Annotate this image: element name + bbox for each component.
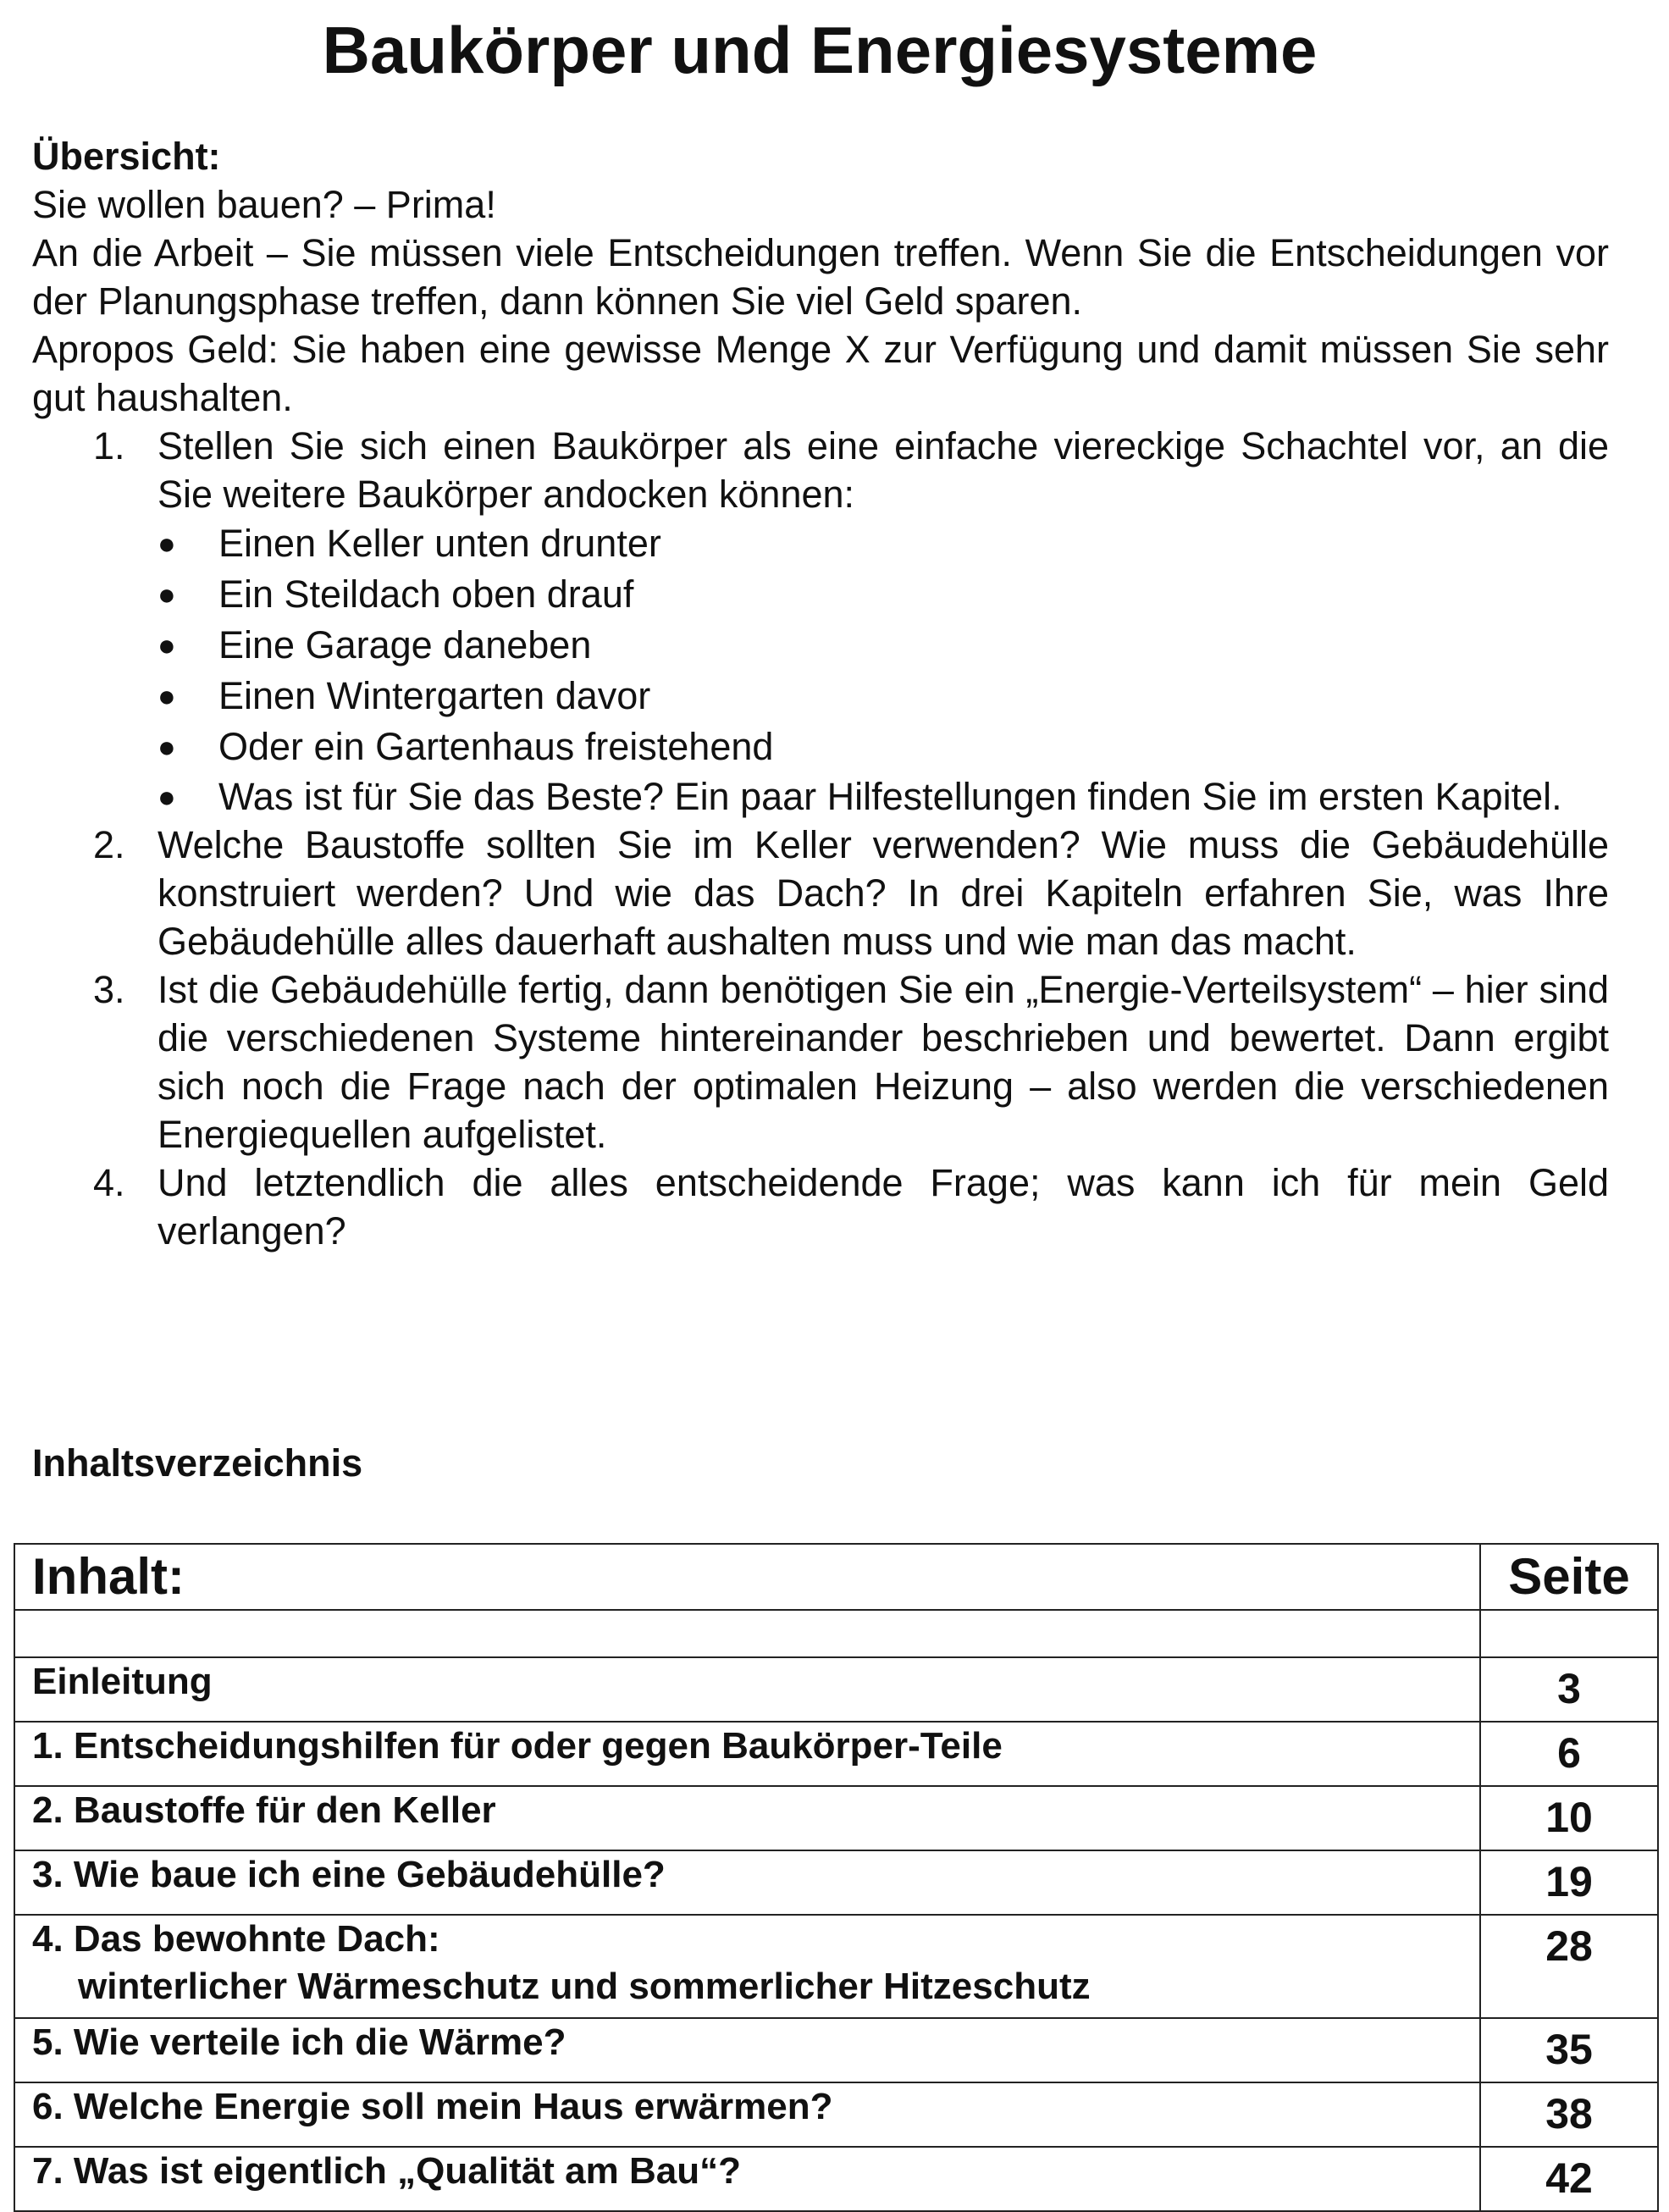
bullet-text: Ein Steildach oben drauf <box>218 572 634 616</box>
step-text: Stellen Sie sich einen Baukörper als eine einfache viereckige Schachtel vor, an die Sie weitere Baukörper andocken können: <box>158 424 1609 516</box>
step-item <box>32 821 1609 965</box>
steps-list <box>32 422 1609 1255</box>
page-title: Baukörper und Energiesysteme <box>322 13 1318 87</box>
toc-page: 6 <box>1480 1722 1658 1786</box>
toc-row <box>14 1915 1658 2018</box>
overview-label: Übersicht: <box>32 135 221 178</box>
toc-page: 19 <box>1480 1850 1658 1915</box>
step-number: 4. <box>93 1161 125 1204</box>
toc-col-page: Seite <box>1480 1544 1658 1610</box>
bullet-text: Was ist für Sie das Beste? Ein paar Hilfestellungen finden Sie im ersten Kapitel. <box>218 775 1562 818</box>
bullet-list <box>158 518 1609 821</box>
bullet-text: Einen Keller unten drunter <box>218 522 661 565</box>
overview-section <box>32 132 1609 1255</box>
toc-page: 42 <box>1480 2147 1658 2211</box>
toc-page: 10 <box>1480 1786 1658 1850</box>
bullet-item <box>158 569 1609 620</box>
document-page <box>32 12 1607 1255</box>
bullet-icon: ● <box>158 729 176 764</box>
bullet-item <box>158 722 1609 772</box>
toc-header-row <box>14 1544 1658 1610</box>
toc-row <box>14 1850 1658 1915</box>
bullet-icon: ● <box>158 526 176 561</box>
toc-row <box>14 2018 1658 2082</box>
toc-entry-line-2: winterlicher Wärmeschutz und sommerlicher Hitzeschutz <box>78 1966 1091 2007</box>
toc-table <box>14 1543 1659 2212</box>
toc-row <box>14 2147 1658 2211</box>
toc-page: 35 <box>1480 2018 1658 2082</box>
toc-heading: Inhaltsverzeichnis <box>32 1441 363 1485</box>
bullet-icon: ● <box>158 628 176 662</box>
bullet-icon: ● <box>158 577 176 611</box>
bullet-text: Eine Garage daneben <box>218 623 592 666</box>
bullet-item <box>158 518 1609 569</box>
overview-paragraph-2: Apropos Geld: Sie haben eine gewisse Menge X zur Verfügung und damit müssen Sie sehr gut haushalten. <box>32 328 1609 419</box>
overview-paragraph-1: An die Arbeit – Sie müssen viele Entscheidungen treffen. Wenn Sie die Entscheidungen vor der Planungsphase treffen, dann können Sie viel Geld sparen. <box>32 231 1609 323</box>
toc-entry: 1. Entscheidungshilfen für oder gegen Baukörper-Teile <box>14 1722 1480 1786</box>
bullet-icon: ● <box>158 678 176 713</box>
toc-entry <box>14 1915 1480 2018</box>
toc-entry: 2. Baustoffe für den Keller <box>14 1786 1480 1850</box>
step-text: Welche Baustoffe sollten Sie im Keller verwenden? Wie muss die Gebäudehülle konstruiert werden? Und wie das Dach? In drei Kapiteln erfahren Sie, was Ihre Gebäudehülle alles dauerhaft aushalten muss und wie man das macht. <box>158 823 1609 963</box>
overview-line: Sie wollen bauen? – Prima! <box>32 183 496 226</box>
toc-entry: 5. Wie verteile ich die Wärme? <box>14 2018 1480 2082</box>
toc-entry: 3. Wie baue ich eine Gebäudehülle? <box>14 1850 1480 1915</box>
step-text: Ist die Gebäudehülle fertig, dann benötigen Sie ein „Energie-Verteilsystem“ – hier sind die verschiedenen Systeme hintereinander beschrieben und bewertet. Dann ergibt sich noch die Frage nach der optimalen Heizung – also werden die verschiedenen Energiequellen aufgelistet. <box>158 968 1609 1156</box>
toc-page: 28 <box>1480 1915 1658 2018</box>
step-item <box>32 1159 1609 1255</box>
toc-blank-row <box>14 1610 1658 1657</box>
toc-entry: Einleitung <box>14 1657 1480 1722</box>
toc-entry: 7. Was ist eigentlich „Qualität am Bau“? <box>14 2147 1480 2211</box>
bullet-text: Einen Wintergarten davor <box>218 674 651 717</box>
bullet-item <box>158 620 1609 671</box>
bullet-item <box>158 772 1609 821</box>
step-number: 1. <box>93 424 125 467</box>
bullet-text: Oder ein Gartenhaus freistehend <box>218 725 774 768</box>
bullet-item <box>158 671 1609 722</box>
step-number: 2. <box>93 823 125 866</box>
toc-page: 3 <box>1480 1657 1658 1722</box>
step-number: 3. <box>93 968 125 1011</box>
step-item <box>32 965 1609 1159</box>
toc-row <box>14 1786 1658 1850</box>
toc-page: 38 <box>1480 2082 1658 2147</box>
toc-row <box>14 1657 1658 1722</box>
step-item <box>32 422 1609 821</box>
toc-entry: 6. Welche Energie soll mein Haus erwärmen? <box>14 2082 1480 2147</box>
step-text: Und letztendlich die alles entscheidende Frage; was kann ich für mein Geld verlangen? <box>158 1161 1609 1253</box>
toc-row <box>14 2082 1658 2147</box>
bullet-icon: ● <box>158 779 176 814</box>
toc-col-content: Inhalt: <box>14 1544 1480 1610</box>
toc-row <box>14 1722 1658 1786</box>
toc-entry-line-1: 4. Das bewohnte Dach: <box>32 1918 440 1960</box>
